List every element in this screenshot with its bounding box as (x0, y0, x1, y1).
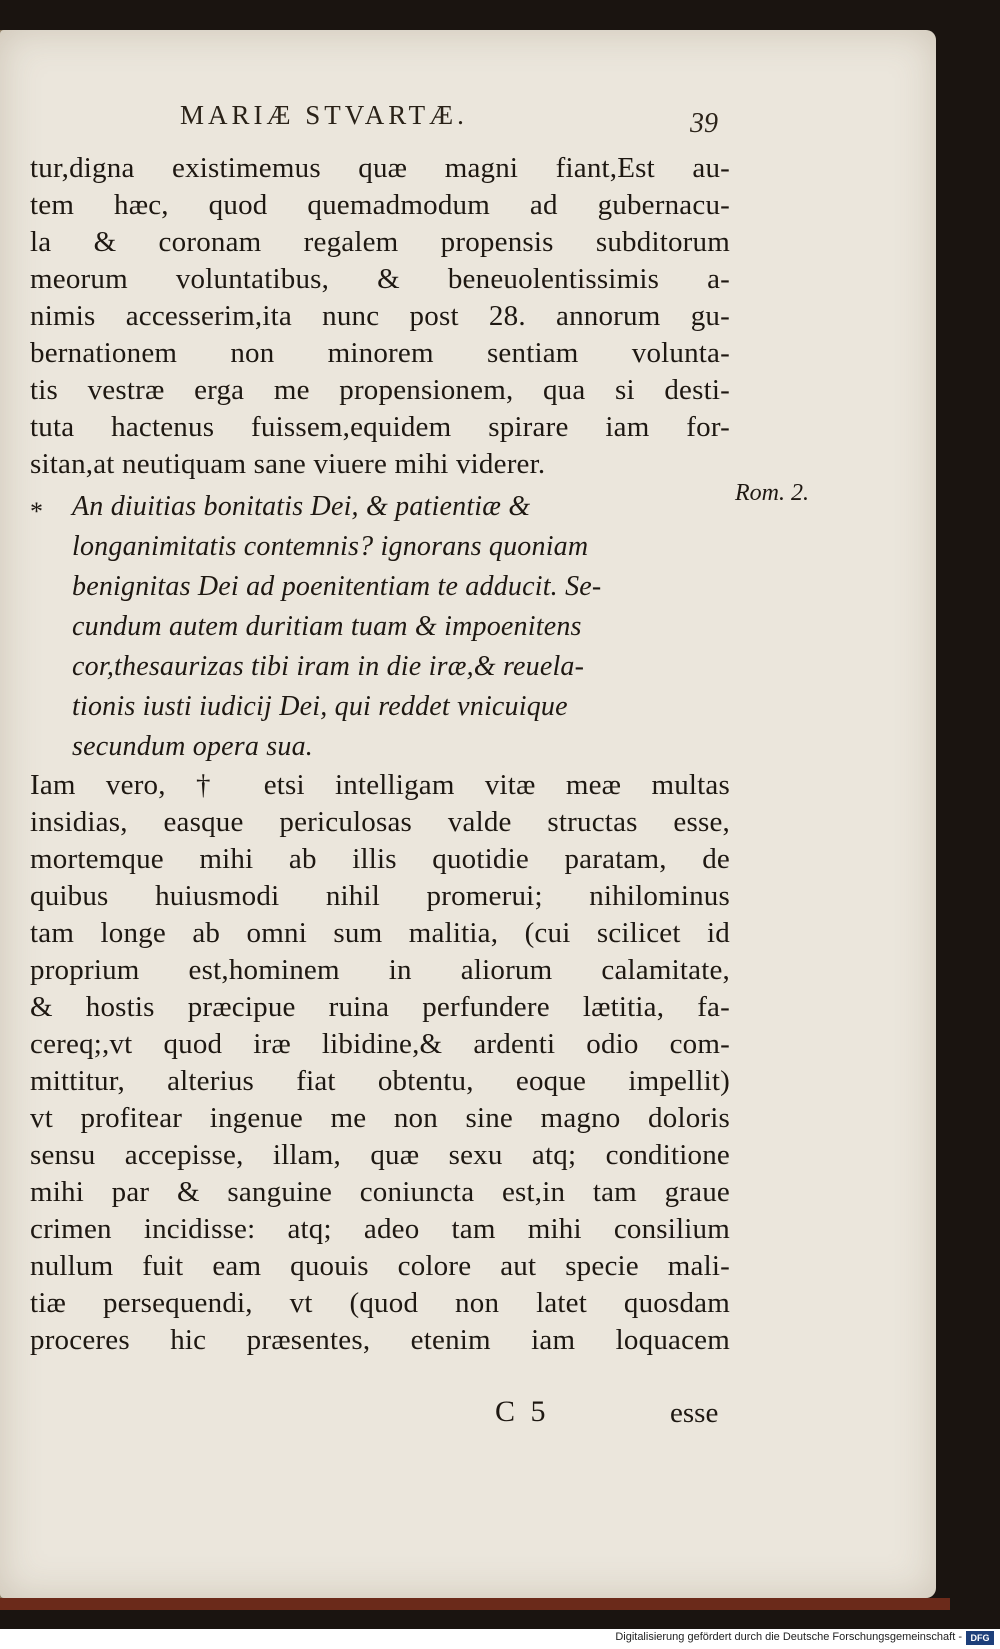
page-number: 39 (690, 108, 718, 139)
text-line: tionis iusti iudicij Dei, qui reddet vnicuique (72, 691, 568, 722)
text-line: & hostis præcipue ruina perfundere lætitia, fa- (30, 991, 730, 1023)
running-head: MARIÆ STVARTÆ. (180, 100, 468, 130)
digitization-credit: Digitalisierung gefördert durch die Deutsche Forschungsgemeinschaft - (615, 1631, 962, 1643)
text-line: meorum voluntatibus, & beneuolentissimis a- (30, 263, 730, 295)
text-line: tis vestræ erga me propensionem, qua si desti- (30, 374, 730, 406)
text-line: sensu accepisse, illam, quæ sexu atq; conditione (30, 1139, 730, 1171)
text-line: secundum opera sua. (72, 731, 313, 762)
text-line: mittitur, alterius fiat obtentu, eoque impellit) (30, 1065, 730, 1097)
text-line: proprium est,hominem in aliorum calamitate, (30, 954, 730, 986)
paragraph-1 (30, 150, 730, 483)
text-line: insidias, easque periculosas valde structas esse, (30, 806, 730, 838)
text-line: tam longe ab omni sum malitia, (cui scilicet id (30, 917, 730, 949)
book-edge (0, 1598, 950, 1610)
text-line: bernationem non minorem sentiam volunta- (30, 337, 730, 369)
text-line: cor,thesaurizas tibi iram in die iræ,& reuela- (72, 651, 585, 682)
text-line: longanimitatis contemnis? ignorans quoniam (72, 531, 589, 562)
text-line: mortemque mihi ab illis quotidie paratam, de (30, 843, 730, 875)
text-line: sitan,at neutiquam sane viuere mihi viderer. (30, 448, 546, 480)
scripture-quote (30, 487, 730, 767)
text-line: quibus huiusmodi nihil promerui; nihilominus (30, 880, 730, 912)
dfg-logo: DFG (966, 1631, 994, 1645)
text-line: tem hæc, quod quemadmodum ad gubernacu- (30, 189, 730, 221)
text-line: cundum autem duritiam tuam & impoenitens (72, 611, 582, 642)
paragraph-2 (30, 767, 730, 1359)
text-line: proceres hic præsentes, etenim iam loquacem (30, 1324, 730, 1356)
text-line: la & coronam regalem propensis subditorum (30, 226, 730, 258)
signature-mark: C 5 (495, 1395, 550, 1428)
text-line: benignitas Dei ad poenitentiam te adducit. Se- (72, 571, 602, 602)
text-line: cereq;,vt quod iræ libidine,& ardenti odio com- (30, 1028, 730, 1060)
catchword: esse (670, 1397, 719, 1429)
text-line: Iam vero, † etsi intelligam vitæ meæ multas (30, 769, 730, 801)
text-line: tuta hactenus fuissem,equidem spirare iam for- (30, 411, 730, 443)
text-line: crimen incidisse: atq; adeo tam mihi consilium (30, 1213, 730, 1245)
text-line: An diuitias bonitatis Dei, & patientiæ & (72, 491, 531, 522)
text-line: tiæ persequendi, vt (quod non latet quosdam (30, 1287, 730, 1319)
marginal-reference: Rom. 2. (735, 480, 809, 506)
text-line: nullum fuit eam quouis colore aut specie mali- (30, 1250, 730, 1282)
text-line: mihi par & sanguine coniuncta est,in tam graue (30, 1176, 730, 1208)
text-line: nimis accesserim,ita nunc post 28. annorum gu- (30, 300, 730, 332)
footnote-marker: * (30, 497, 43, 526)
text-line: tur,digna existimemus quæ magni fiant,Est au- (30, 152, 730, 184)
text-line: vt profitear ingenue me non sine magno doloris (30, 1102, 730, 1134)
main-text (30, 150, 730, 1359)
